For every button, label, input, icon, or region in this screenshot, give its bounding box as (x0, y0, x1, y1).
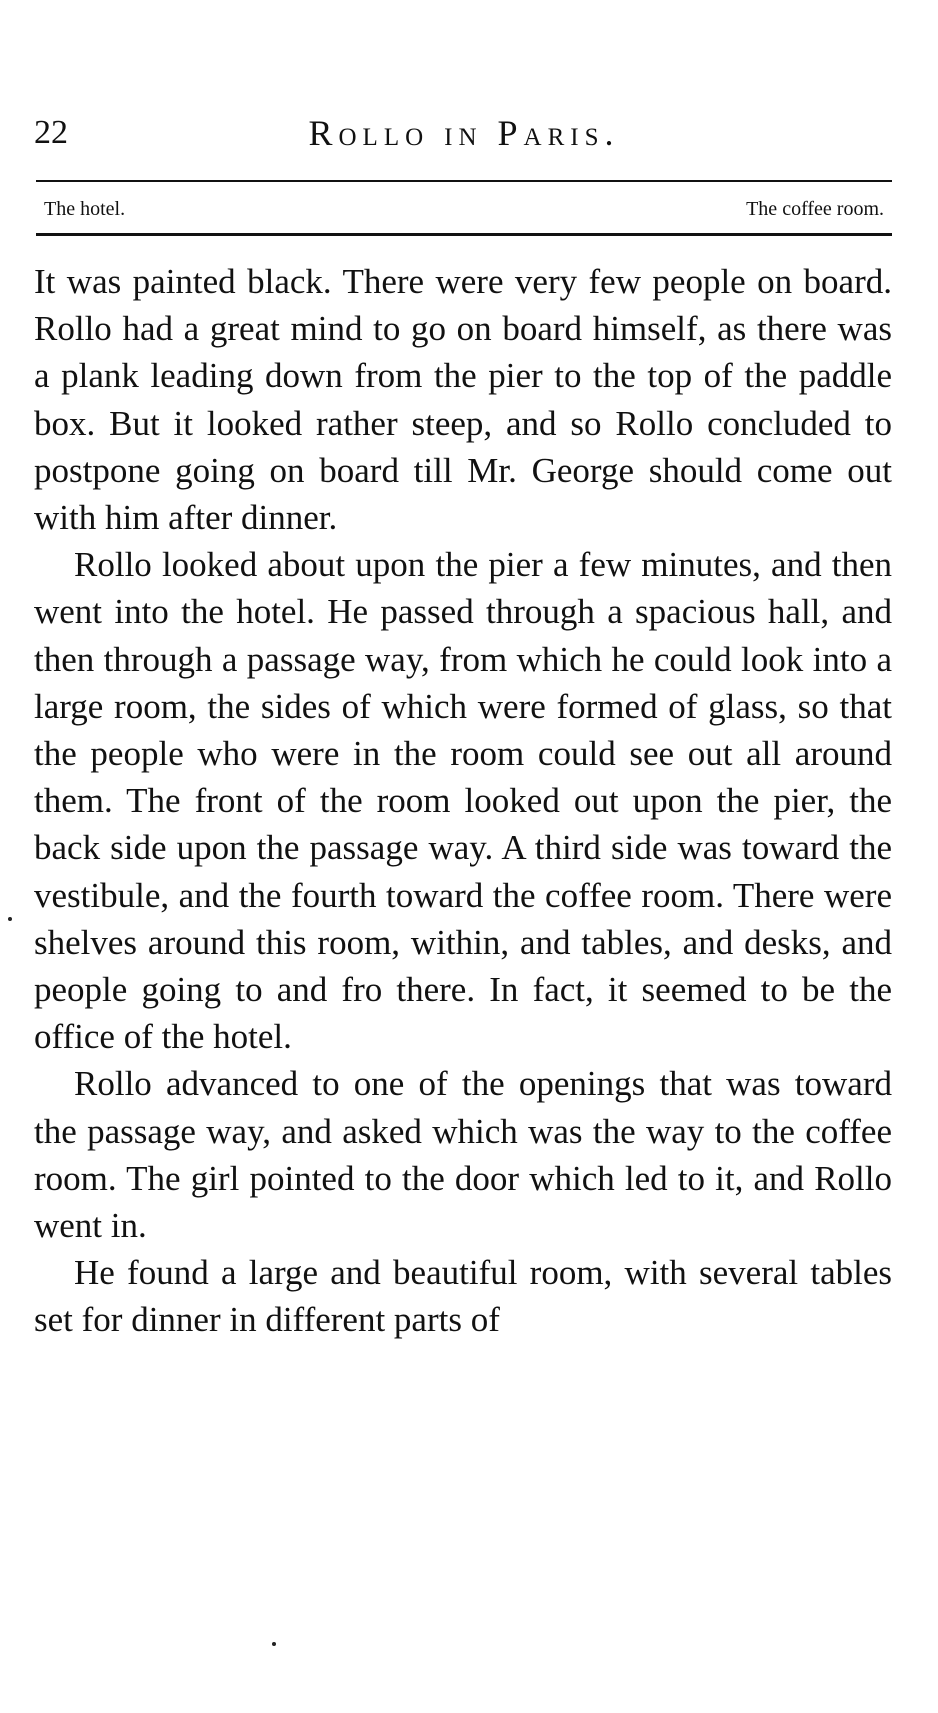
page-number: 22 (34, 114, 68, 151)
subhead-left: The hotel. (44, 198, 126, 220)
paragraph: He found a large and beautiful room, with several tables set for dinner in different parts of (34, 1253, 892, 1340)
body-text (34, 258, 892, 1344)
header-rule-top (36, 180, 892, 182)
header-rule-bottom (36, 233, 892, 236)
running-head (34, 108, 894, 158)
running-title: Rollo in Paris. (308, 113, 620, 153)
paragraph: It was painted black. There were very few people on board. Rollo had a great mind to go on board himself, as there was a plank leading down from the pier to the top of the paddle box. But it looked rather steep, and so Rollo concluded to postpone going on board till Mr. George should come out with him after dinner. (34, 262, 892, 538)
section-subheads (44, 190, 884, 228)
stray-ink-mark (8, 917, 12, 921)
paragraph: Rollo advanced to one of the openings that was toward the passage way, and asked which was the way to the coffee room. The girl pointed to the door which led to it, and Rollo went in. (34, 1064, 892, 1246)
stray-ink-mark (272, 1642, 276, 1646)
subhead-right: The coffee room. (746, 198, 884, 220)
paragraph: Rollo looked about upon the pier a few minutes, and then went into the hotel. He passed through a spacious hall, and then through a passage way, from which he could look into a large room, the sides of which were formed of glass, so that the people who were in the room could see out all around them. The front of the room looked out upon the pier, the back side upon the passage way. A third side was toward the vestibule, and the fourth toward the coffee room. There were shelves around this room, within, and tables, and desks, and people going to and fro there. In fact, it seemed to be the office of the hotel. (34, 545, 892, 1057)
